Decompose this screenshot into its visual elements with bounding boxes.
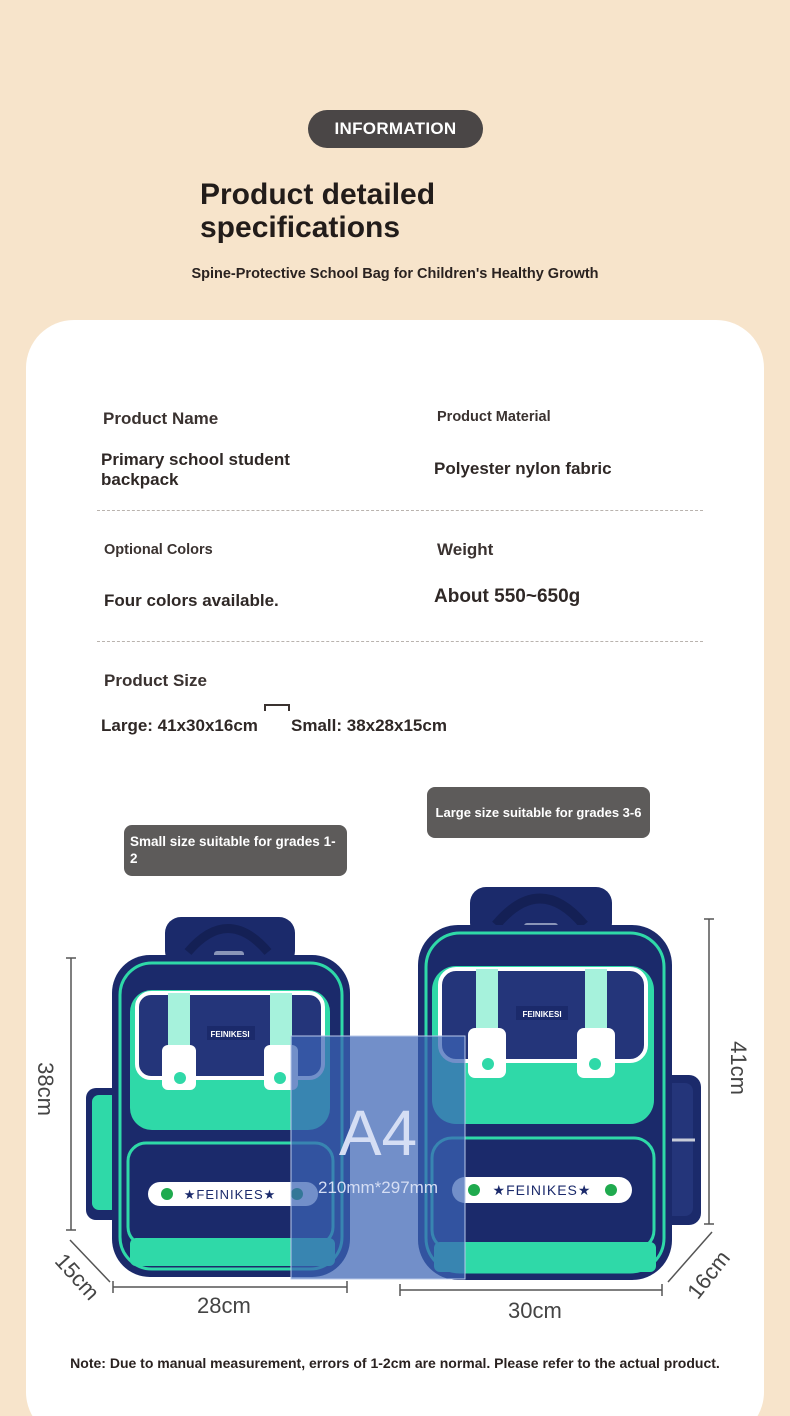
product-size-label: Product Size [104, 671, 207, 690]
small-width-dim: 28cm [197, 1293, 251, 1318]
page-subtitle: Spine-Protective School Bag for Children's Healthy Growth [191, 266, 599, 282]
small-height-dim: 38cm [32, 1062, 58, 1116]
small-strip-brand: ★FEINIKES★ [183, 1187, 277, 1202]
weight-label: Weight [437, 540, 494, 559]
large-height-dim: 41cm [725, 1041, 751, 1095]
size-large-value: Large: 41x30x16cm [101, 716, 258, 735]
product-material-label: Product Material [437, 409, 551, 425]
weight-value: About 550~650g [434, 586, 581, 607]
size-small-value: Small: 38x28x15cm [291, 716, 447, 735]
optional-colors-label: Optional Colors [104, 542, 213, 558]
optional-colors-value: Four colors available. [104, 591, 279, 610]
small-flap-brand: FEINIKESI [210, 1030, 250, 1039]
large-flap-brand: FEINIKESI [522, 1010, 562, 1019]
large-strip-brand: ★FEINIKES★ [492, 1182, 592, 1198]
large-size-tag: Large size suitable for grades 3-6 [427, 787, 650, 838]
small-depth-dim: 15cm [49, 1248, 105, 1306]
product-material-value: Polyester nylon fabric [434, 459, 612, 478]
large-depth-dim: 16cm [682, 1245, 735, 1304]
a4-size-label: 210mm*297mm [318, 1178, 438, 1197]
product-name-value: Primary school student backpack [101, 450, 290, 489]
information-badge: INFORMATION [308, 110, 483, 148]
measurement-note: Note: Due to manual measurement, errors of 1-2cm are normal. Please refer to the actual product. [70, 1355, 720, 1371]
a4-label: A4 [338, 1097, 418, 1169]
product-name-label: Product Name [103, 409, 219, 428]
page-title: Product detailed specifications [200, 178, 436, 244]
large-width-dim: 30cm [508, 1298, 562, 1323]
small-size-tag: Small size suitable for grades 1-2 [124, 825, 347, 876]
